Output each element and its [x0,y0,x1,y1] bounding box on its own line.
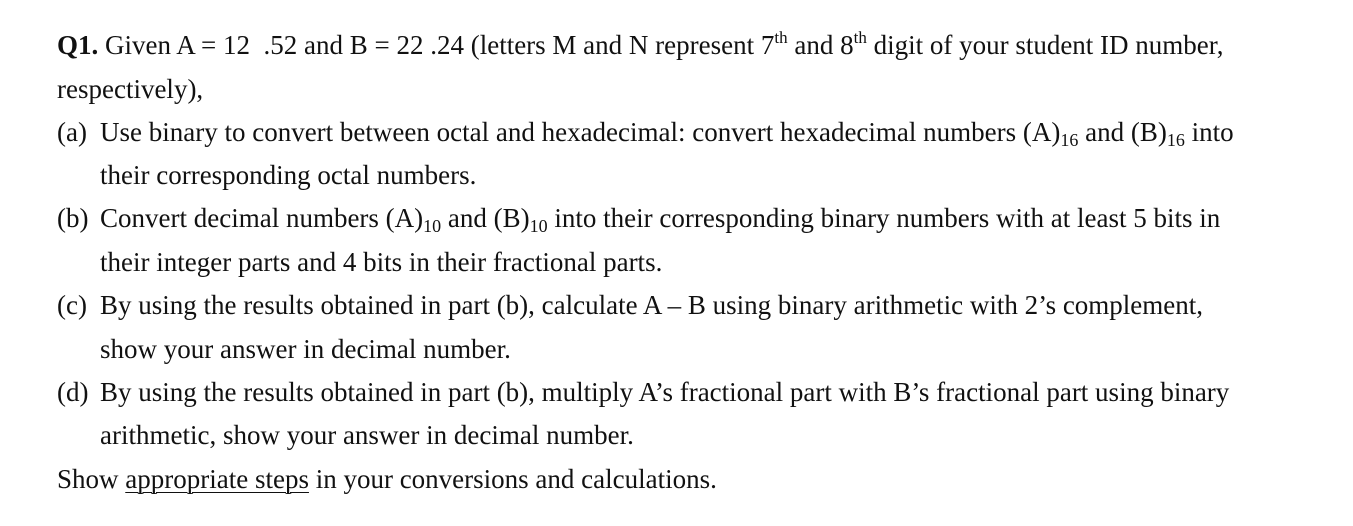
part-b-line-2 [100,245,1309,279]
ordinal-suffix-7th: th [774,28,788,47]
part-b-text-pre: Convert decimal numbers (A) [100,203,424,233]
part-a-line-1 [57,115,1309,149]
part-b-text-post: into their corresponding binary numbers with at least 5 bits in [547,203,1221,233]
part-b-label: (b) [57,203,89,233]
part-b-line-1 [57,201,1309,235]
intro-text-given: Given A = 12 .52 and B = 22 .24 (letters M and N represent 7 [105,30,775,60]
intro-text-tail: digit of your student ID number, [866,30,1224,60]
part-d-line-1 [57,375,1309,409]
part-a-text-line-2: their corresponding octal numbers. [100,160,477,190]
intro-text-respectively: respectively), [57,74,204,104]
part-a-label: (a) [57,117,87,147]
part-c-label: (c) [57,290,87,320]
q1-intro-line-1 [57,28,1309,62]
q1-intro-line-2 [57,72,1309,106]
part-d-line-2 [100,418,1309,452]
intro-text-mid: and 8 [787,30,854,60]
part-a-subscript-b: 16 [1166,130,1185,150]
part-a-line-2 [100,158,1309,192]
part-a-text-mid: and (B) [1078,117,1167,147]
part-d-text-line-2: arithmetic, show your answer in decimal number. [100,420,634,450]
ordinal-suffix-8th: th [853,28,867,47]
part-b-text-line-2: their integer parts and 4 bits in their fractional parts. [100,247,663,277]
part-b-subscript-a: 10 [423,216,442,236]
part-a-text-post: into [1184,117,1234,147]
part-b-subscript-b: 10 [529,216,548,236]
part-a-text-pre: Use binary to convert between octal and hexadecimal: convert hexadecimal numbers (A) [100,117,1061,147]
footer-text-pre: Show [57,464,126,494]
footer-instruction [57,462,1309,496]
part-d-label: (d) [57,377,89,407]
part-c-text-line-2: show your answer in decimal number. [100,334,511,364]
part-b-text-mid: and (B) [441,203,530,233]
footer-text-post: in your conversions and calculations. [308,464,717,494]
part-c-line-2 [100,332,1309,366]
footer-underlined-phrase: appropriate steps [125,464,309,494]
part-c-text-line-1: By using the results obtained in part (b), calculate A – B using binary arithmetic with 2’s complement, [100,290,1204,320]
part-c-line-1 [57,288,1309,322]
question-number: Q1. [57,30,99,60]
part-a-subscript-a: 16 [1060,130,1079,150]
part-d-text-line-1: By using the results obtained in part (b), multiply A’s fractional part with B’s fractional part using binary [100,377,1230,407]
